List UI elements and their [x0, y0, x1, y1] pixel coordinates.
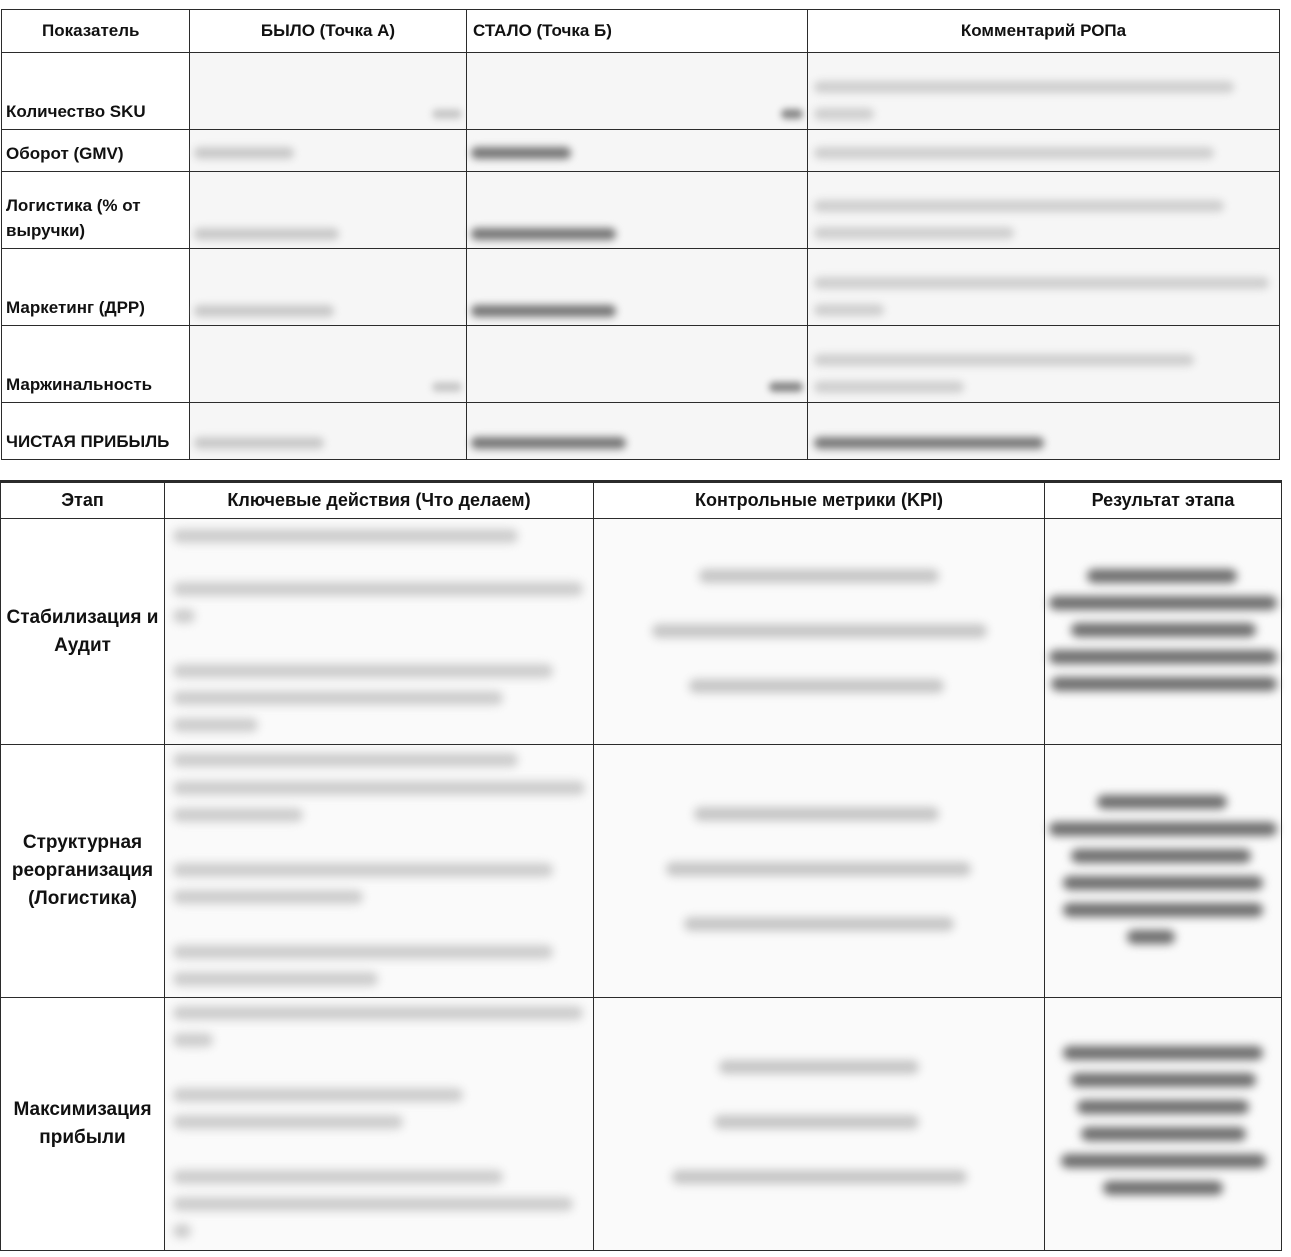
- header-kpi: Контрольные метрики (KPI): [594, 482, 1045, 519]
- stage-label: Максимизация прибыли: [1, 998, 165, 1251]
- actions-blurred: [165, 745, 594, 998]
- table-row: [2, 53, 1280, 130]
- kpi-blurred: [594, 998, 1045, 1251]
- actions-blurred: [165, 998, 594, 1251]
- before-value-blurred: [190, 53, 467, 130]
- before-value-blurred: [190, 172, 467, 249]
- after-value-blurred: [467, 172, 808, 249]
- comment-blurred: [808, 403, 1280, 460]
- table-row: [2, 403, 1280, 460]
- result-blurred: [1045, 745, 1282, 998]
- indicator-label: ЧИСТАЯ ПРИБЫЛЬ: [2, 403, 190, 460]
- table-row: [2, 249, 1280, 326]
- indicator-label: Количество SKU: [2, 53, 190, 130]
- table-row: [1, 745, 1282, 998]
- before-value-blurred: [190, 326, 467, 403]
- comment-blurred: [808, 326, 1280, 403]
- header-actions: Ключевые действия (Что делаем): [165, 482, 594, 519]
- metrics-comparison-table: [1, 9, 1280, 460]
- after-value-blurred: [467, 403, 808, 460]
- before-value-blurred: [190, 249, 467, 326]
- table-row: [2, 130, 1280, 172]
- comment-blurred: [808, 130, 1280, 172]
- table-row: [2, 172, 1280, 249]
- table-header-row: [2, 10, 1280, 53]
- table-row: [2, 326, 1280, 403]
- header-before: БЫЛО (Точка А): [190, 10, 467, 53]
- header-comment: Комментарий РОПа: [808, 10, 1280, 53]
- stage-label: Структурная реорганизация (Логистика): [1, 745, 165, 998]
- comment-blurred: [808, 249, 1280, 326]
- table-header-row: [1, 482, 1282, 519]
- result-blurred: [1045, 519, 1282, 745]
- kpi-blurred: [594, 745, 1045, 998]
- indicator-label: Оборот (GMV): [2, 130, 190, 172]
- header-result: Результат этапа: [1045, 482, 1282, 519]
- before-value-blurred: [190, 130, 467, 172]
- roadmap-stages-table: [0, 480, 1282, 1251]
- indicator-label: Маркетинг (ДРР): [2, 249, 190, 326]
- before-value-blurred: [190, 403, 467, 460]
- after-value-blurred: [467, 249, 808, 326]
- after-value-blurred: [467, 53, 808, 130]
- after-value-blurred: [467, 130, 808, 172]
- header-after: СТАЛО (Точка Б): [467, 10, 808, 53]
- kpi-blurred: [594, 519, 1045, 745]
- stage-label: Стабилизация и Аудит: [1, 519, 165, 745]
- indicator-label: Маржинальность: [2, 326, 190, 403]
- header-indicator: Показатель: [2, 10, 190, 53]
- result-blurred: [1045, 998, 1282, 1251]
- table-row: [1, 998, 1282, 1251]
- comment-blurred: [808, 53, 1280, 130]
- indicator-label: Логистика (% от выручки): [2, 172, 190, 249]
- after-value-blurred: [467, 326, 808, 403]
- table-row: [1, 519, 1282, 745]
- header-stage: Этап: [1, 482, 165, 519]
- actions-blurred: [165, 519, 594, 745]
- comment-blurred: [808, 172, 1280, 249]
